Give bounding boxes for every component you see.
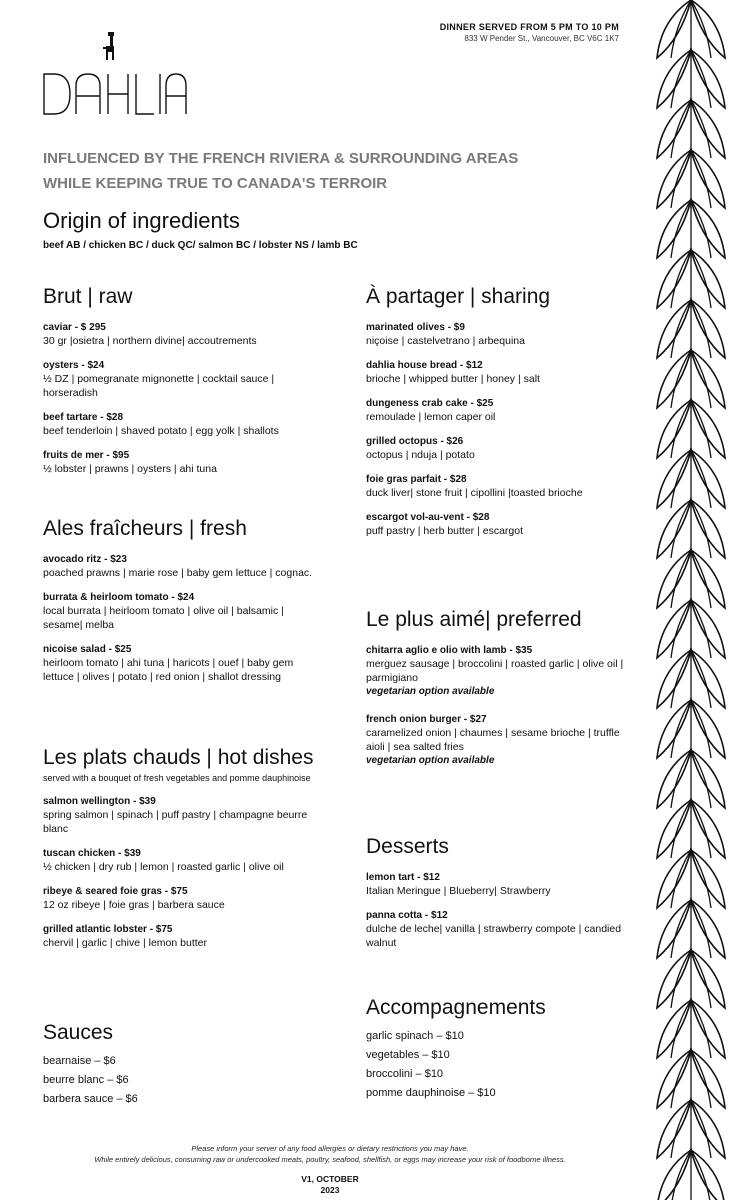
- menu-item: [43, 411, 318, 438]
- menu-item: [43, 553, 318, 580]
- origin-text: beef AB / chicken BC / duck QC/ salmon BC / lobster NS / lamb BC: [43, 240, 358, 251]
- item-name: french onion burger - $27: [366, 714, 487, 725]
- item-description: niçoise | castelvetrano | arbequina: [366, 335, 525, 347]
- menu-item: [366, 321, 641, 348]
- sauces-title: Sauces: [43, 1021, 114, 1044]
- preferred-title: Le plus aimé| preferred: [366, 608, 582, 631]
- menu-item: [43, 643, 318, 684]
- item-description: merguez sausage | broccolini | roasted garlic | olive oil | parmigiano: [366, 658, 624, 684]
- service-info: [440, 22, 619, 43]
- item-name: fruits de mer - $95: [43, 450, 130, 461]
- sides-title: Accompagnements: [366, 996, 546, 1019]
- art-deco-border-icon: [649, 0, 729, 1200]
- version-label: V1, OCTOBER: [301, 1174, 359, 1184]
- allergy-notice-line-2: While entirely delicious, consuming raw or undercooked meats, poultry, seafood, shellfish, or eggs may increase your risk of foodborne illness.: [94, 1155, 566, 1164]
- side-item: broccolini – $10: [366, 1068, 444, 1080]
- item-description: Italian Meringue | Blueberry| Strawberry: [366, 885, 551, 897]
- allergy-notice-line-1: Please inform your server of any food allergies or dietary restrictions you may have.: [191, 1144, 469, 1153]
- restaurant-address: 833 W Pender St., Vancouver, BC V6C 1K7: [464, 34, 619, 43]
- item-name: dungeness crab cake - $25: [366, 398, 494, 409]
- tagline: [43, 146, 563, 196]
- service-hours: DINNER SERVED FROM 5 PM TO 10 PM: [439, 22, 619, 32]
- giraffe-icon: [103, 32, 114, 60]
- item-name: chitarra aglio e olio with lamb - $35: [366, 645, 533, 656]
- menu-version: [0, 1174, 660, 1196]
- menu-item: [366, 871, 641, 898]
- item-name: caviar - $ 295: [43, 322, 106, 333]
- menu-item: [366, 359, 641, 386]
- menu-item: [366, 473, 641, 500]
- tagline-line-2: WHILE KEEPING TRUE TO CANADA'S TERROIR: [43, 175, 388, 192]
- item-name: grilled atlantic lobster - $75: [43, 924, 173, 935]
- sharing-title: À partager | sharing: [366, 285, 551, 308]
- menu-item: [366, 435, 641, 462]
- menu-item: [43, 847, 318, 874]
- sauces-section: [43, 1020, 318, 1109]
- menu-item: [43, 591, 318, 632]
- desserts-title: Desserts: [366, 835, 449, 858]
- sauce-item: bearnaise – $6: [43, 1055, 116, 1067]
- origin-title: Origin of ingredients: [43, 208, 240, 233]
- item-name: oysters - $24: [43, 360, 105, 371]
- item-name: tuscan chicken - $39: [43, 848, 141, 859]
- item-description: chervil | garlic | chive | lemon butter: [43, 937, 207, 949]
- menu-item: [366, 397, 641, 424]
- raw-section: [43, 284, 318, 476]
- item-name: beef tartare - $28: [43, 412, 124, 423]
- menu-item: [366, 713, 641, 768]
- item-name: ribeye & seared foie gras - $75: [43, 886, 188, 897]
- item-description: caramelized onion | chaumes | sesame brioche | truffle aioli | sea salted fries: [366, 727, 620, 753]
- hot-dishes-section: [43, 745, 318, 950]
- hot-dishes-title: Les plats chauds | hot dishes: [43, 746, 314, 769]
- raw-title: Brut | raw: [43, 285, 133, 308]
- item-name: foie gras parfait - $28: [366, 474, 467, 485]
- item-description: 12 oz ribeye | foie gras | barbera sauce: [43, 899, 225, 911]
- item-description: octopus | nduja | potato: [366, 449, 475, 461]
- item-description: spring salmon | spinach | puff pastry | champagne beurre blanc: [43, 809, 308, 835]
- preferred-section: [366, 607, 641, 768]
- item-name: panna cotta - $12: [366, 910, 448, 921]
- item-description: puff pastry | herb butter | escargot: [366, 525, 524, 537]
- menu-item: [43, 449, 318, 476]
- fresh-section: [43, 516, 318, 684]
- origin-section: [43, 208, 358, 251]
- item-description: local burrata | heirloom tomato | olive oil | balsamic | sesame| melba: [43, 605, 284, 631]
- sharing-section: [366, 284, 641, 538]
- item-description: ½ lobster | prawns | oysters | ahi tuna: [43, 463, 217, 475]
- item-name: dahlia house bread - $12: [366, 360, 483, 371]
- menu-item: [43, 923, 318, 950]
- item-name: marinated olives - $9: [366, 322, 465, 333]
- item-description: remoulade | lemon caper oil: [366, 411, 496, 423]
- item-name: grilled octopus - $26: [366, 436, 464, 447]
- menu-item: [43, 321, 318, 348]
- menu-item: [43, 795, 318, 836]
- hot-dishes-subtitle: served with a bouquet of fresh vegetables and pomme dauphinoise: [43, 773, 311, 783]
- item-description: poached prawns | marie rose | baby gem lettuce | cognac.: [43, 567, 313, 579]
- desserts-section: [366, 834, 641, 950]
- side-item: pomme dauphinoise – $10: [366, 1087, 496, 1099]
- dahlia-logo: [40, 14, 190, 134]
- item-name: burrata & heirloom tomato - $24: [43, 592, 195, 603]
- item-description: heirloom tomato | ahi tuna | haricots | ouef | baby gem lettuce | olives | potato | red onion | shallot dressing: [43, 657, 294, 683]
- vegetarian-note: vegetarian option available: [366, 755, 495, 766]
- item-name: salmon wellington - $39: [43, 796, 156, 807]
- version-year: 2023: [320, 1185, 340, 1195]
- vegetarian-note: vegetarian option available: [366, 686, 495, 697]
- side-item: vegetables – $10: [366, 1049, 450, 1061]
- item-description: ½ chicken | dry rub | lemon | roasted garlic | olive oil: [43, 861, 284, 873]
- item-description: beef tenderloin | shaved potato | egg yolk | shallots: [43, 425, 279, 437]
- dahlia-wordmark-icon: [40, 14, 190, 134]
- item-description: dulche de leche| vanilla | strawberry compote | candied walnut: [366, 923, 622, 949]
- item-description: 30 gr |osietra | northern divine| accoutrements: [43, 335, 257, 347]
- deco-leaf-icon: [657, 1150, 725, 1200]
- menu-item: [366, 644, 641, 699]
- side-item: garlic spinach – $10: [366, 1030, 464, 1042]
- menu-item: [43, 359, 318, 400]
- item-name: avocado ritz - $23: [43, 554, 127, 565]
- allergy-notice: [0, 1143, 660, 1165]
- item-description: ½ DZ | pomegranate mignonette | cocktail sauce | horseradish: [43, 373, 275, 399]
- item-description: brioche | whipped butter | honey | salt: [366, 373, 540, 385]
- item-name: lemon tart - $12: [366, 872, 440, 883]
- tagline-line-1: INFLUENCED BY THE FRENCH RIVIERA & SURROUNDING AREAS: [43, 150, 519, 167]
- sauce-item: barbera sauce – $6: [43, 1093, 138, 1105]
- item-name: nicoise salad - $25: [43, 644, 132, 655]
- menu-item: [43, 885, 318, 912]
- item-description: duck liver| stone fruit | cipollini |toasted brioche: [366, 487, 583, 499]
- sauce-item: beurre blanc – $6: [43, 1074, 129, 1086]
- menu-item: [366, 511, 641, 538]
- fresh-title: Ales fraîcheurs | fresh: [43, 517, 247, 540]
- item-name: escargot vol-au-vent - $28: [366, 512, 490, 523]
- menu-item: [366, 909, 641, 950]
- sides-section: [366, 995, 641, 1103]
